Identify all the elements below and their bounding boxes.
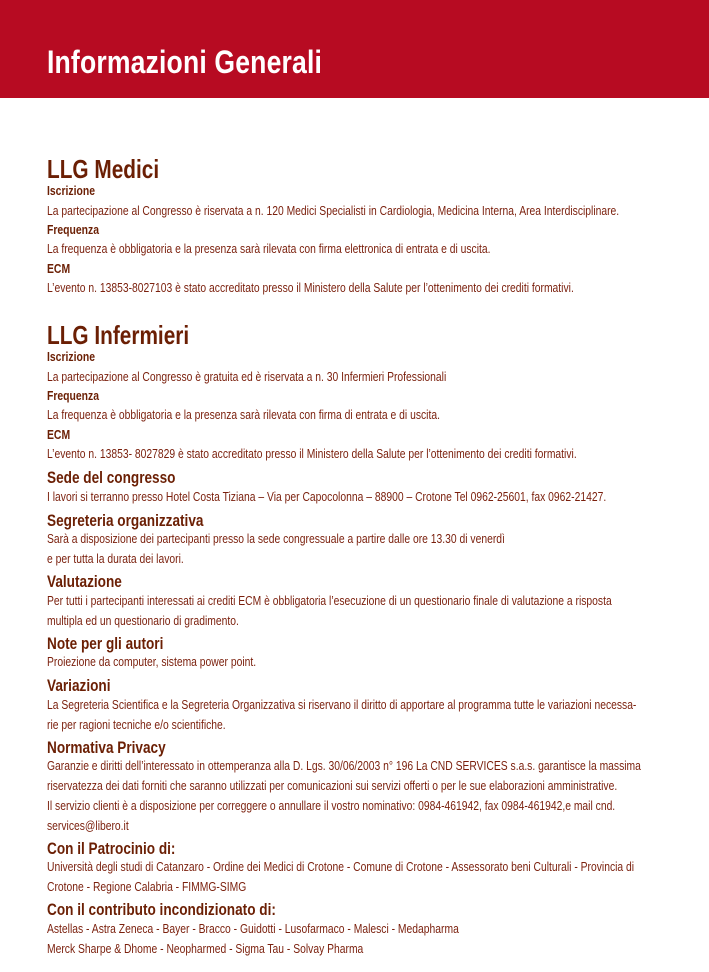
paragraph-line: Sarà a disposizione dei partecipanti presso la sede congressuale a partire dalle ore 13.30 di venerdì: [47, 531, 505, 546]
paragraph: La frequenza è obbligatoria e la presenza sarà rilevata con firma di entrata e di uscita.: [47, 407, 440, 422]
note-text: [47, 652, 310, 672]
infermieri-ecm-text-wrap: [47, 444, 709, 464]
medici-frequenza: [47, 221, 112, 238]
paragraph-line: Merck Sharpe & Dhome - Neopharmed - Sigma Tau - Solvay Pharma: [47, 941, 364, 956]
paragraph-line: e per tutta la durata dei lavori.: [47, 551, 184, 566]
paragraph-line: Per tutti i partecipanti interessati ai crediti ECM è obbligatoria l’esecuzione di un questionario finale di valutazione a risposta: [47, 593, 612, 608]
paragraph-line: Proiezione da computer, sistema power point.: [47, 654, 257, 669]
paragraph-line: La Segreteria Scientifica e la Segreteria Organizzativa si riservano il diritto di apportare al programma tutte le variazioni necessa-: [47, 697, 637, 712]
section-privacy: [47, 737, 195, 758]
section-heading: Sede del congresso: [47, 468, 176, 487]
paragraph-line: riservatezza dei dati forniti che saranno utilizzati per comunicazioni sui servizi offerti o per le sue elaborazioni amministrative.: [47, 778, 618, 793]
paragraph-line: rie per ragioni tecniche e/o scientifiche.: [47, 717, 226, 732]
medici-frequenza-text-wrap: [47, 239, 605, 259]
section-heading: Variazioni: [47, 676, 111, 695]
contributo-text: [47, 919, 565, 959]
section-heading: Normativa Privacy: [47, 738, 166, 757]
section-note: [47, 633, 192, 654]
subheading: Iscrizione: [47, 183, 95, 198]
paragraph: L’evento n. 13853- 8027829 è stato accreditato presso il Ministero della Salute per l’ottenimento dei crediti formativi.: [47, 446, 577, 461]
medici-iscrizione-text-wrap: [47, 201, 709, 221]
subheading: Frequenza: [47, 388, 100, 403]
section-heading: Segreteria organizzativa: [47, 511, 204, 530]
paragraph-line: multipla ed un questionario di gradimento.: [47, 613, 239, 628]
section-heading: Con il contributo incondizionato di:: [47, 900, 276, 919]
medici-iscrizione: [47, 182, 107, 199]
subheading: Frequenza: [47, 222, 100, 237]
section-contributo: [47, 899, 333, 920]
paragraph-line: Università degli studi di Catanzaro - Ordine dei Medici di Crotone - Comune di Crotone - Assessorato beni Culturali - Provincia di: [47, 859, 635, 874]
section-heading: Con il Patrocinio di:: [47, 839, 176, 858]
segreteria-text: [47, 529, 623, 569]
paragraph: L’evento n. 13853-8027103 è stato accreditato presso il Ministero della Salute per l’ottenimento dei crediti formativi.: [47, 280, 574, 295]
paragraph-line: I lavori si terranno presso Hotel Costa Tiziana – Via per Capocolonna – 88900 – Crotone Tel 0962-25601, fax 0962-21427.: [47, 489, 607, 504]
variazioni-text: [47, 695, 709, 735]
infermieri-frequenza: [47, 387, 112, 404]
section-llg-infermieri: [47, 318, 225, 352]
section-variazioni: [47, 675, 126, 696]
section-heading: Note per gli autori: [47, 634, 164, 653]
section-heading: Valutazione: [47, 572, 122, 591]
valutazione-text: [47, 591, 709, 631]
paragraph-line: Garanzie e diritti dell’interessato in ottemperanza alla D. Lgs. 30/06/2003 n° 196 La CND SERVICES s.a.s. garantisce la massima: [47, 758, 641, 773]
section-title: LLG Infermieri: [47, 320, 190, 350]
section-patrocinio: [47, 838, 208, 859]
infermieri-frequenza-text-wrap: [47, 405, 541, 425]
section-sede: [47, 467, 208, 488]
infermieri-iscrizione-text-wrap: [47, 367, 549, 387]
section-segreteria: [47, 510, 243, 531]
paragraph: La partecipazione al Congresso è gratuita ed è riservata a n. 30 Infermieri Professionali: [47, 369, 447, 384]
infermieri-ecm: [47, 426, 76, 443]
page-title: Informazioni Generali: [47, 44, 323, 80]
paragraph: La frequenza è obbligatoria e la presenza sarà rilevata con firma elettronica di entrata e di uscita.: [47, 241, 491, 256]
paragraph-line: Crotone - Regione Calabria - FIMMG-SIMG: [47, 879, 247, 894]
medici-ecm: [47, 260, 76, 277]
paragraph: La partecipazione al Congresso è riservata a n. 120 Medici Specialisti in Cardiologia, Medicina Interna, Area Interdisciplinare.: [47, 203, 620, 218]
header-banner: [0, 0, 709, 98]
paragraph-line: services@libero.it: [47, 818, 129, 833]
paragraph-line: Astellas - Astra Zeneca - Bayer - Bracco - Guidotti - Lusofarmaco - Malesci - Medapharma: [47, 921, 459, 936]
section-title: LLG Medici: [47, 154, 160, 184]
sede-text: [47, 487, 709, 507]
patrocinio-text: [47, 857, 709, 897]
medici-ecm-text-wrap: [47, 278, 709, 298]
section-valutazione: [47, 571, 141, 592]
subheading: ECM: [47, 261, 71, 276]
subheading: Iscrizione: [47, 349, 95, 364]
subheading: ECM: [47, 427, 71, 442]
section-llg-medici: [47, 152, 187, 186]
infermieri-iscrizione: [47, 348, 107, 365]
privacy-text: [47, 756, 709, 836]
paragraph-line: Il servizio clienti è a disposizione per correggere o annullare il vostro nominativo: 0984-461942, fax 0984-461942,e mail cnd.: [47, 798, 616, 813]
